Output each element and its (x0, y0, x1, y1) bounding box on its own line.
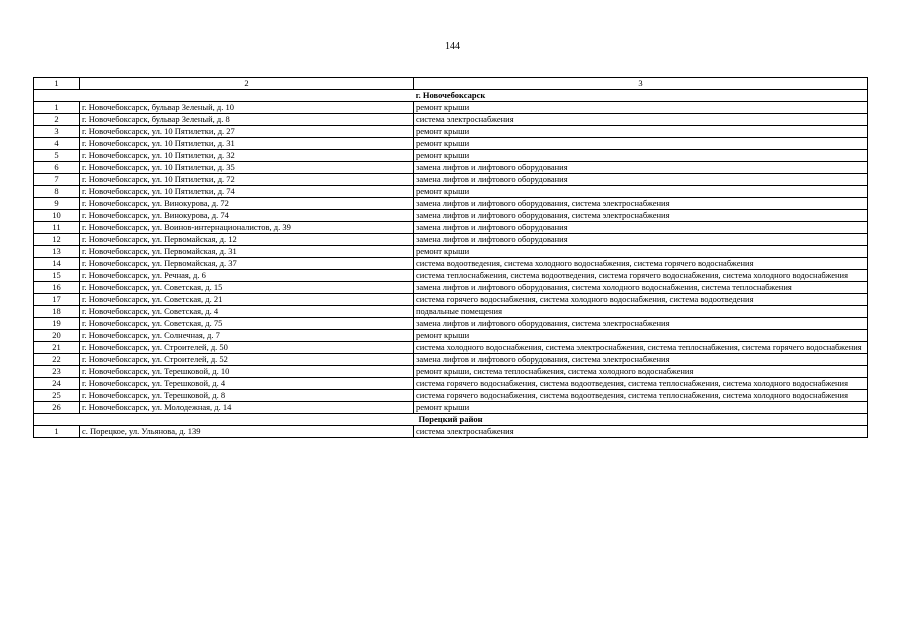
address-cell: г. Новочебоксарск, ул. 10 Пятилетки, д. 72 (80, 174, 414, 186)
table-row (34, 138, 868, 150)
column-number: 1 (34, 78, 80, 90)
work-type-cell: ремонт крыши, система теплоснабжения, система холодного водоснабжения (414, 366, 868, 378)
table-row (34, 114, 868, 126)
table-row (34, 210, 868, 222)
table-row (34, 402, 868, 414)
row-number: 3 (34, 126, 80, 138)
row-number: 15 (34, 270, 80, 282)
table-row (34, 366, 868, 378)
address-cell: г. Новочебоксарск, ул. Винокурова, д. 74 (80, 210, 414, 222)
table-row (34, 198, 868, 210)
row-number: 4 (34, 138, 80, 150)
address-cell: г. Новочебоксарск, ул. Терешковой, д. 4 (80, 378, 414, 390)
work-type-cell: ремонт крыши (414, 126, 868, 138)
row-number: 12 (34, 234, 80, 246)
row-number: 5 (34, 150, 80, 162)
address-cell: г. Новочебоксарск, ул. Терешковой, д. 10 (80, 366, 414, 378)
address-cell: г. Новочебоксарск, ул. Первомайская, д. 31 (80, 246, 414, 258)
work-type-cell: замена лифтов и лифтового оборудования (414, 222, 868, 234)
row-number: 2 (34, 114, 80, 126)
row-number: 9 (34, 198, 80, 210)
work-type-cell: подвальные помещения (414, 306, 868, 318)
work-type-cell: замена лифтов и лифтового оборудования (414, 234, 868, 246)
work-type-cell: замена лифтов и лифтового оборудования, система электроснабжения (414, 354, 868, 366)
row-number: 21 (34, 342, 80, 354)
address-cell: г. Новочебоксарск, бульвар Зеленый, д. 8 (80, 114, 414, 126)
work-type-cell: система электроснабжения (414, 114, 868, 126)
address-cell: г. Новочебоксарск, ул. Воинов-интернационалистов, д. 39 (80, 222, 414, 234)
address-cell: г. Новочебоксарск, ул. Советская, д. 21 (80, 294, 414, 306)
table-row (34, 354, 868, 366)
table-row (34, 150, 868, 162)
row-number: 16 (34, 282, 80, 294)
table-row (34, 258, 868, 270)
row-number: 18 (34, 306, 80, 318)
table-row (34, 246, 868, 258)
work-type-cell: ремонт крыши (414, 402, 868, 414)
work-type-cell: система водоотведения, система холодного водоснабжения, система горячего водоснабжения (414, 258, 868, 270)
row-number: 26 (34, 402, 80, 414)
work-type-cell: система горячего водоснабжения, система водоотведения, система теплоснабжения, система холодного водоснабжения (414, 390, 868, 402)
repair-table (33, 77, 868, 438)
row-number: 24 (34, 378, 80, 390)
address-cell: г. Новочебоксарск, ул. 10 Пятилетки, д. 35 (80, 162, 414, 174)
section-title: г. Новочебоксарск (34, 90, 868, 102)
page-number: 144 (445, 41, 460, 52)
table-row (34, 282, 868, 294)
address-cell: г. Новочебоксарск, ул. 10 Пятилетки, д. 31 (80, 138, 414, 150)
work-type-cell: система горячего водоснабжения, система холодного водоснабжения, система водоотведения (414, 294, 868, 306)
address-cell: г. Новочебоксарск, ул. 10 Пятилетки, д. 32 (80, 150, 414, 162)
table-row (34, 330, 868, 342)
table-row (34, 234, 868, 246)
table-row (34, 222, 868, 234)
column-number-row (34, 78, 868, 90)
work-type-cell: система теплоснабжения, система водоотведения, система горячего водоснабжения, система холодного водоснабжения (414, 270, 868, 282)
section-row (34, 90, 868, 102)
work-type-cell: замена лифтов и лифтового оборудования, система электроснабжения (414, 198, 868, 210)
address-cell: г. Новочебоксарск, ул. Речная, д. 6 (80, 270, 414, 282)
column-number: 3 (414, 78, 868, 90)
table-body (34, 78, 868, 438)
address-cell: г. Новочебоксарск, ул. Солнечная, д. 7 (80, 330, 414, 342)
work-type-cell: ремонт крыши (414, 150, 868, 162)
table-row (34, 318, 868, 330)
row-number: 23 (34, 366, 80, 378)
table-row (34, 174, 868, 186)
table-row (34, 126, 868, 138)
row-number: 11 (34, 222, 80, 234)
table-row (34, 270, 868, 282)
address-cell: г. Новочебоксарск, ул. Советская, д. 75 (80, 318, 414, 330)
work-type-cell: замена лифтов и лифтового оборудования (414, 174, 868, 186)
row-number: 1 (34, 102, 80, 114)
table-row (34, 102, 868, 114)
table-row (34, 306, 868, 318)
address-cell: г. Новочебоксарск, ул. Советская, д. 15 (80, 282, 414, 294)
row-number: 19 (34, 318, 80, 330)
row-number: 14 (34, 258, 80, 270)
table-row (34, 390, 868, 402)
row-number: 25 (34, 390, 80, 402)
row-number: 22 (34, 354, 80, 366)
row-number: 1 (34, 426, 80, 438)
work-type-cell: ремонт крыши (414, 102, 868, 114)
row-number: 7 (34, 174, 80, 186)
table-row (34, 342, 868, 354)
address-cell: г. Новочебоксарск, ул. 10 Пятилетки, д. 74 (80, 186, 414, 198)
address-cell: г. Новочебоксарск, ул. Строителей, д. 50 (80, 342, 414, 354)
table-row (34, 426, 868, 438)
section-title: Порецкий район (34, 414, 868, 426)
work-type-cell: замена лифтов и лифтового оборудования, система электроснабжения (414, 210, 868, 222)
row-number: 8 (34, 186, 80, 198)
address-cell: г. Новочебоксарск, ул. Строителей, д. 52 (80, 354, 414, 366)
row-number: 10 (34, 210, 80, 222)
work-type-cell: система холодного водоснабжения, система электроснабжения, система теплоснабжения, система горячего водоснабжения (414, 342, 868, 354)
row-number: 6 (34, 162, 80, 174)
work-type-cell: замена лифтов и лифтового оборудования, система электроснабжения (414, 318, 868, 330)
row-number: 17 (34, 294, 80, 306)
row-number: 13 (34, 246, 80, 258)
row-number: 20 (34, 330, 80, 342)
table-row (34, 378, 868, 390)
table-row (34, 294, 868, 306)
work-type-cell: система электроснабжения (414, 426, 868, 438)
address-cell: г. Новочебоксарск, ул. Первомайская, д. 37 (80, 258, 414, 270)
address-cell: г. Новочебоксарск, ул. Молодежная, д. 14 (80, 402, 414, 414)
work-type-cell: ремонт крыши (414, 186, 868, 198)
table-row (34, 162, 868, 174)
table-row (34, 186, 868, 198)
work-type-cell: ремонт крыши (414, 330, 868, 342)
section-row (34, 414, 868, 426)
work-type-cell: замена лифтов и лифтового оборудования (414, 162, 868, 174)
address-cell: с. Порецкое, ул. Ульянова, д. 139 (80, 426, 414, 438)
work-type-cell: ремонт крыши (414, 138, 868, 150)
address-cell: г. Новочебоксарск, ул. 10 Пятилетки, д. 27 (80, 126, 414, 138)
address-cell: г. Новочебоксарск, бульвар Зеленый, д. 10 (80, 102, 414, 114)
address-cell: г. Новочебоксарск, ул. Терешковой, д. 8 (80, 390, 414, 402)
address-cell: г. Новочебоксарск, ул. Винокурова, д. 72 (80, 198, 414, 210)
address-cell: г. Новочебоксарск, ул. Советская, д. 4 (80, 306, 414, 318)
address-cell: г. Новочебоксарск, ул. Первомайская, д. 12 (80, 234, 414, 246)
work-type-cell: замена лифтов и лифтового оборудования, система холодного водоснабжения, система теплоснабжения (414, 282, 868, 294)
column-number: 2 (80, 78, 414, 90)
work-type-cell: система горячего водоснабжения, система водоотведения, система теплоснабжения, система холодного водоснабжения (414, 378, 868, 390)
work-type-cell: ремонт крыши (414, 246, 868, 258)
